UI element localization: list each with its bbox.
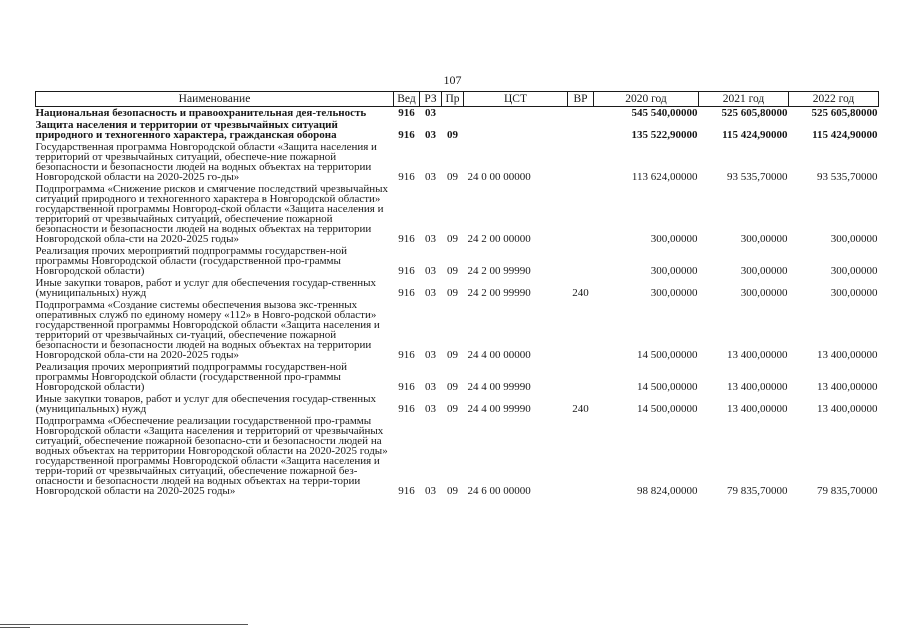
header-pr: Пр xyxy=(442,92,464,107)
row-pr: 09 xyxy=(447,171,458,183)
row-ved: 916 xyxy=(398,287,415,299)
row-2020: 300,00000 xyxy=(650,287,698,299)
row-rz: 03 xyxy=(425,233,436,245)
table-row xyxy=(36,119,879,141)
table-row xyxy=(36,107,879,120)
row-vr xyxy=(568,415,594,497)
row-2021: 525 605,80000 xyxy=(721,107,788,119)
row-2022: 525 605,80000 xyxy=(811,107,878,119)
footer-rule-short xyxy=(0,627,30,628)
row-rz: 03 xyxy=(425,107,436,119)
row-cst: 24 0 00 00000 xyxy=(467,171,531,183)
table-row xyxy=(36,361,879,393)
row-vr xyxy=(568,107,594,120)
row-ved: 916 xyxy=(398,381,415,393)
table-row xyxy=(36,299,879,361)
row-cst: 24 2 00 99990 xyxy=(467,265,531,277)
row-2020: 98 824,00000 xyxy=(637,485,698,497)
row-pr: 09 xyxy=(447,129,458,141)
row-rz: 03 xyxy=(425,381,436,393)
row-vr: 240 xyxy=(572,403,589,415)
row-name: Защита населения и территории от чрезвычайных ситуаций природного и техногенного характера, гражданская оборона xyxy=(35,119,338,141)
row-2022: 13 400,00000 xyxy=(817,403,878,415)
table-row xyxy=(36,183,879,245)
row-2022: 115 424,90000 xyxy=(812,129,878,141)
table-row xyxy=(36,141,879,183)
header-vr: ВР xyxy=(568,92,594,107)
header-ved: Вед xyxy=(394,92,420,107)
header-2021: 2021 год xyxy=(699,92,789,107)
row-rz: 03 xyxy=(425,287,436,299)
row-rz: 03 xyxy=(425,349,436,361)
row-pr xyxy=(442,107,464,120)
row-cst: 24 2 00 00000 xyxy=(467,233,531,245)
row-2021: 13 400,00000 xyxy=(727,403,788,415)
header-2022: 2022 год xyxy=(789,92,879,107)
row-name: Государственная программа Новгородской области «Защита населения и территорий от чрезвычайных ситуаций, обеспече-ние пожарной безопасности и безопасности людей на водных объектах на территории Новгородской области на 2020-2025 го-ды» xyxy=(35,141,377,183)
row-rz: 03 xyxy=(425,485,436,497)
row-vr xyxy=(568,299,594,361)
row-vr xyxy=(568,245,594,277)
table-row xyxy=(36,245,879,277)
row-2020: 545 540,00000 xyxy=(631,107,698,119)
row-cst xyxy=(464,119,568,141)
row-cst xyxy=(464,107,568,120)
row-ved: 916 xyxy=(398,485,415,497)
row-2022: 79 835,70000 xyxy=(817,485,878,497)
row-name: Подпрограмма «Обеспечение реализации государственной про-граммы Новгородской области «Защита населения и территорий от чрезвычайных ситуаций, обеспечение пожарной безопасно-сти и безопасности людей на водных объектах на территории Новгородской области на 2020-2025 годы» государственной программы Новгородской области «Защита населения и терри-торий от чрезвычайных ситуаций, обеспечение пожарной без-опасности и безопасности людей на водных объектах на терри-тории Новгородской области на 2020-2025 годы» xyxy=(35,415,388,497)
row-2021: 300,00000 xyxy=(740,233,788,245)
row-vr xyxy=(568,141,594,183)
row-cst: 24 4 00 00000 xyxy=(467,349,531,361)
row-ved: 916 xyxy=(398,171,415,183)
row-name: Национальная безопасность и правоохранительная дея-тельность xyxy=(35,107,367,119)
row-cst: 24 4 00 99990 xyxy=(467,381,531,393)
header-2020: 2020 год xyxy=(594,92,699,107)
row-2020: 14 500,00000 xyxy=(637,381,698,393)
row-cst: 24 2 00 99990 xyxy=(467,287,531,299)
header-name: Наименование xyxy=(36,92,394,107)
row-2022: 300,00000 xyxy=(830,233,878,245)
row-rz: 03 xyxy=(425,129,436,141)
row-2021: 300,00000 xyxy=(740,287,788,299)
row-2022: 300,00000 xyxy=(830,265,878,277)
row-2020: 300,00000 xyxy=(650,265,698,277)
row-name: Реализация прочих мероприятий подпрограммы государствен-ной программы Новгородской области (государственной про-граммы Новгородской области) xyxy=(35,361,348,393)
row-rz: 03 xyxy=(425,171,436,183)
page-number: 107 xyxy=(443,73,462,87)
table-row xyxy=(36,277,879,299)
row-2022: 13 400,00000 xyxy=(817,349,878,361)
row-ved: 916 xyxy=(398,349,415,361)
row-vr xyxy=(568,183,594,245)
row-2022: 93 535,70000 xyxy=(817,171,878,183)
row-name: Подпрограмма «Создание системы обеспечения вызова экс-тренных оперативных служб по единому номеру «112» в Новго-родской области» государственной программы Новгородской области «Защита населения и территорий от чрезвычайных си-туаций, обеспечение пожарной безопасности и безопасности людей на водных объектах на территории Новгородской обла-сти на 2020-2025 годы» xyxy=(35,299,380,361)
table-body xyxy=(36,107,879,498)
row-name: Подпрограмма «Снижение рисков и смягчение последствий чрезвычайных ситуаций природного и техногенного характера в Новгородской области» государственной программы Новгород-ской области «Защита населения и территорий от чрезвычайных ситуаций, обеспечение пожарной безопасности и безопасности людей на водных объектах на территории Новгородской обла-сти на 2020-2025 годы» xyxy=(35,183,389,245)
row-2020: 135 522,90000 xyxy=(631,129,698,141)
footer-rule xyxy=(0,624,248,625)
row-cst: 24 4 00 99990 xyxy=(467,403,531,415)
row-name: Иные закупки товаров, работ и услуг для обеспечения государ-ственных (муниципальных) нужд xyxy=(35,393,377,415)
row-pr: 09 xyxy=(447,485,458,497)
row-rz: 03 xyxy=(425,403,436,415)
table-row xyxy=(36,415,879,497)
row-2020: 14 500,00000 xyxy=(637,349,698,361)
row-ved: 916 xyxy=(398,129,415,141)
header-rz: РЗ xyxy=(420,92,442,107)
table-header-row xyxy=(36,92,879,107)
row-2021: 115 424,90000 xyxy=(722,129,788,141)
row-2020: 300,00000 xyxy=(650,233,698,245)
row-2021: 13 400,00000 xyxy=(727,381,788,393)
row-2020: 14 500,00000 xyxy=(637,403,698,415)
row-rz: 03 xyxy=(425,265,436,277)
row-2021: 79 835,70000 xyxy=(727,485,788,497)
row-pr: 09 xyxy=(447,349,458,361)
row-2021: 13 400,00000 xyxy=(727,349,788,361)
row-pr: 09 xyxy=(447,265,458,277)
row-ved: 916 xyxy=(398,107,415,119)
row-name: Реализация прочих мероприятий подпрограммы государствен-ной программы Новгородской области (государственной про-граммы Новгородской области) xyxy=(35,245,348,277)
row-vr xyxy=(568,119,594,141)
row-2022: 13 400,00000 xyxy=(817,381,878,393)
row-cst: 24 6 00 00000 xyxy=(467,485,531,497)
row-ved: 916 xyxy=(398,265,415,277)
row-vr xyxy=(568,361,594,393)
header-cst: ЦСТ xyxy=(464,92,568,107)
row-pr: 09 xyxy=(447,287,458,299)
row-name: Иные закупки товаров, работ и услуг для обеспечения государ-ственных (муниципальных) нужд xyxy=(35,277,377,299)
row-pr: 09 xyxy=(447,233,458,245)
row-ved: 916 xyxy=(398,233,415,245)
row-pr: 09 xyxy=(447,381,458,393)
row-ved: 916 xyxy=(398,403,415,415)
row-pr: 09 xyxy=(447,403,458,415)
budget-table xyxy=(35,91,879,497)
row-vr: 240 xyxy=(572,287,589,299)
table-row xyxy=(36,393,879,415)
row-2021: 300,00000 xyxy=(740,265,788,277)
row-2020: 113 624,00000 xyxy=(631,171,698,183)
row-2022: 300,00000 xyxy=(830,287,878,299)
row-2021: 93 535,70000 xyxy=(727,171,788,183)
